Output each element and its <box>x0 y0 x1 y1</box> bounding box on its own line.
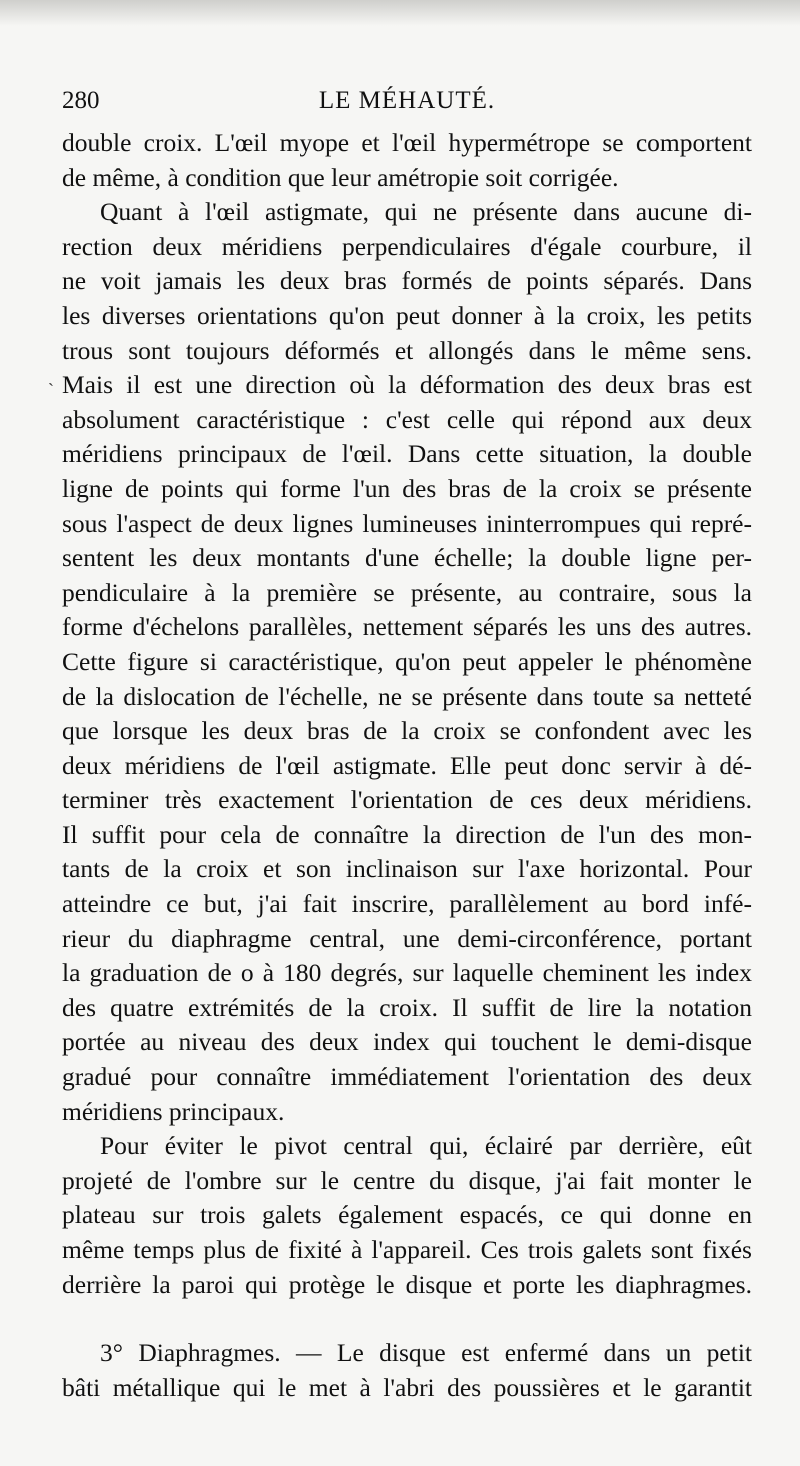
text-line: forme d'échelons parallèles, nettement séparés les uns des autres. <box>62 612 752 642</box>
text-line: sous l'aspect de deux lignes lumineuses ininterrompues qui repré- <box>62 508 752 538</box>
text-line: tants de la croix et son inclinaison sur l'axe horizontal. Pour <box>62 854 752 884</box>
page-number: 280 <box>62 87 100 114</box>
section-heading-line: 3° Diaphragmes. — Le disque est enfermé dans un petit <box>100 1338 752 1368</box>
text-line: portée au niveau des deux index qui touchent le demi-disque <box>62 1027 752 1057</box>
text-line: trous sont toujours déformés et allongés dans le même sens. <box>62 335 752 365</box>
text-line: projeté de l'ombre sur le centre du disque, j'ai fait monter le <box>62 1165 752 1195</box>
text-line: pendiculaire à la première se présente, au contraire, sous la <box>62 577 752 607</box>
text-line: double croix. L'œil myope et l'œil hypermétrope se comportent <box>62 128 752 157</box>
text-line: Mais il est une direction où la déformation des deux bras est <box>62 370 752 400</box>
text-line: Quant à l'œil astigmate, qui ne présente dans aucune di- <box>100 197 752 227</box>
text-line: Cette figure si caractéristique, qu'on peut appeler le phénomène <box>62 646 752 676</box>
text-line: ne voit jamais les deux bras formés de points séparés. Dans <box>62 266 752 296</box>
text-line: absolument caractéristique : c'est celle qui répond aux deux <box>62 404 752 434</box>
text-line: derrière la paroi qui protège le disque et porte les diaphragmes. <box>62 1269 752 1299</box>
page-top-edge <box>0 0 800 26</box>
page-body <box>62 126 752 1405</box>
text-line: les diverses orientations qu'on peut donner à la croix, les petits <box>62 300 752 330</box>
text-line: rection deux méridiens perpendiculaires d'égale courbure, il <box>62 231 752 261</box>
text-line: deux méridiens de l'œil astigmate. Elle peut donc servir à dé- <box>62 750 752 780</box>
text-line: ligne de points qui forme l'un des bras de la croix se présente <box>62 473 752 503</box>
text-line: des quatre extrémités de la croix. Il suffit de lire la notation <box>62 992 752 1022</box>
text-line: gradué pour connaître immédiatement l'orientation des deux <box>62 1062 752 1092</box>
text-line: méridiens principaux de l'œil. Dans cette situation, la double <box>62 439 752 469</box>
text-line: même temps plus de fixité à l'appareil. Ces trois galets sont fixés <box>62 1235 752 1264</box>
text-line: que lorsque les deux bras de la croix se confondent avec les <box>62 716 752 746</box>
text-line: de même, à condition que leur amétropie soit corrigée. <box>62 162 619 192</box>
text-line: Pour éviter le pivot central qui, éclairé par derrière, eût <box>100 1131 752 1161</box>
text-line: plateau sur trois galets également espacés, ce qui donne en <box>62 1200 752 1230</box>
text-line: sentent les deux montants d'une échelle; la double ligne per- <box>62 543 752 573</box>
text-line: Il suffit pour cela de connaître la direction de l'un des mon- <box>62 819 752 849</box>
text-line: terminer très exactement l'orientation de ces deux méridiens. <box>62 785 752 815</box>
text-line: rieur du diaphragme central, une demi-circonférence, portant <box>62 923 752 953</box>
text-line: de la dislocation de l'échelle, ne se présente dans toute sa netteté <box>62 681 752 711</box>
text-line: méridiens principaux. <box>62 1096 285 1126</box>
text-line: atteindre ce but, j'ai fait inscrire, parallèlement au bord infé- <box>62 889 752 919</box>
page-header <box>62 84 752 118</box>
running-head: LE MÉHAUTÉ. <box>318 87 496 114</box>
margin-mark: ˏ <box>48 366 54 386</box>
section-gap <box>62 1302 752 1336</box>
text-line: la graduation de o à 180 degrés, sur laquelle cheminent les index <box>62 958 752 988</box>
text-line: bâti métallique qui le met à l'abri des poussières et le garantit <box>62 1372 752 1402</box>
